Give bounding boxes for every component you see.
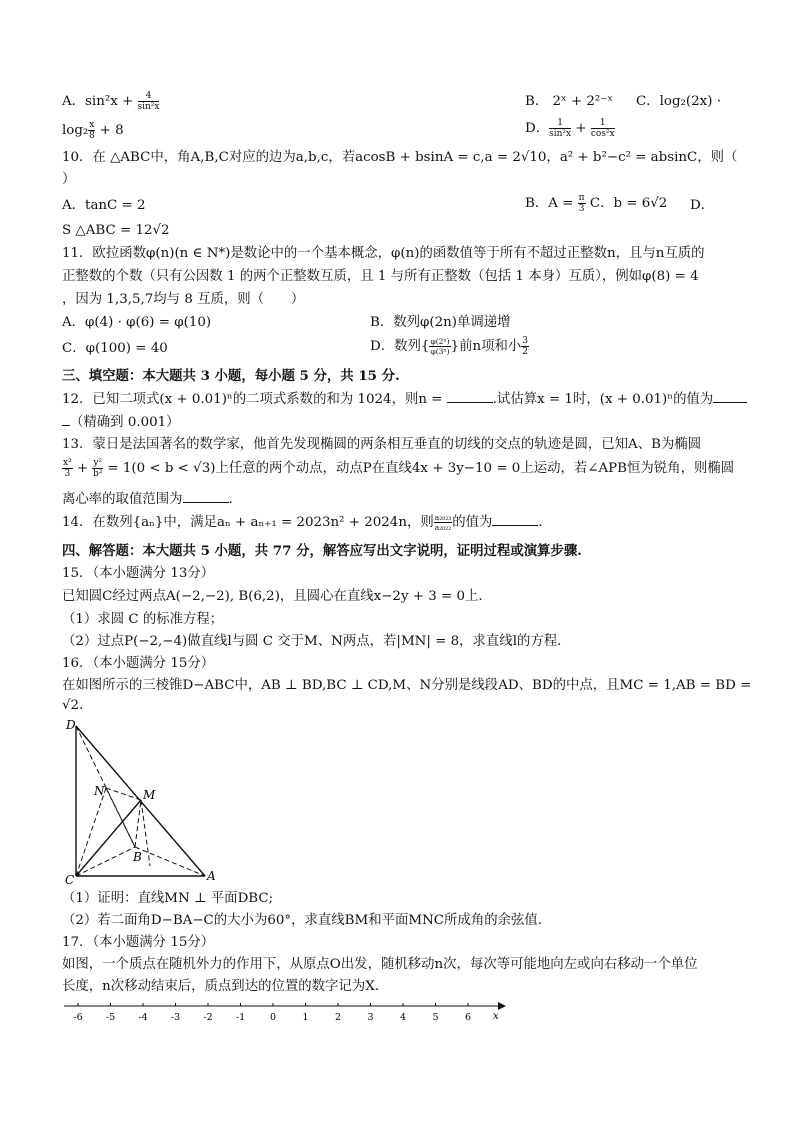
q10-b-text: B．A =: [525, 196, 578, 211]
q12-text-b: .试估算x = 1时，(x + 0.01)ⁿ的值为: [492, 392, 714, 407]
number-line-tick-label: 3: [367, 1012, 374, 1023]
q9-a-fraction: [138, 91, 160, 112]
q9-d-text: D．: [525, 121, 550, 136]
q17-line2: 长度，n次移动结束后，质点到达的位置的数字记为X.: [62, 979, 380, 994]
q16-head: 16．（本小题满分 15分）: [62, 656, 215, 671]
frac-den: b²: [93, 469, 103, 479]
q15-part2: （2）过点P(−2,−4)做直线l与圆 C 交于M、N两点，若|MN| = 8，求直线l的方程.: [62, 634, 562, 649]
frac-num: φ(2ⁿ): [430, 337, 450, 346]
q15-part1: （1）求圆 C 的标准方程；: [62, 612, 224, 627]
number-line-tick-label: 4: [399, 1012, 407, 1023]
frac-den: sin²x: [549, 129, 572, 139]
number-line-tick-label: -4: [138, 1012, 148, 1023]
q9-option-d: [525, 118, 615, 139]
number-line-tick-label: -3: [170, 1012, 181, 1023]
q9-option-a: [62, 91, 159, 112]
label-m: M: [143, 788, 156, 802]
q13-fraction-y: [92, 458, 103, 479]
q10-option-c: C．b = 6√2: [585, 196, 668, 211]
q13-line3: 离心率的取值范围为 .: [62, 492, 233, 507]
axis-label-x: x: [493, 1011, 499, 1022]
q17-line1: 如图，一个质点在随机外力的作用下，从原点O出发，随机移动n次，每次等可能地向左或向右移动一个单位: [62, 957, 698, 972]
q15-line1: 已知圆C经过两点A(−2,−2), B(6,2)，且圆心在直线x−2y + 3 = 0上.: [62, 589, 483, 604]
frac-den: φ(3ⁿ): [430, 347, 450, 356]
q11-d-fraction: [429, 337, 450, 356]
number-line-tick-label: 0: [269, 1012, 277, 1023]
section-3-title: 三、填空题：本大题共 3 小题，每小题 5 分，共 15 分.: [62, 368, 400, 384]
q11-option-d: [370, 336, 529, 357]
frac-den: cos²x: [590, 129, 615, 139]
frac-den: a₂₀₂₂: [434, 523, 452, 532]
frac-num: 4: [138, 91, 160, 102]
frac-den: 2: [522, 347, 529, 357]
q11-d-fraction2: [521, 336, 529, 357]
q11-line3: ，因为 1,3,5,7均与 8 互质，则（ ）: [62, 292, 305, 307]
q14-text-a: 14．在数列{aₙ}中，满足aₙ + aₙ₊₁ = 2023n² + 2024n，则: [62, 515, 434, 530]
edge-db: [76, 726, 135, 847]
q12-text-a: 12．已知二项式(x + 0.01)ⁿ的二项式系数的和为 1024，则n =: [62, 392, 447, 407]
q13-fraction-x: [62, 458, 73, 479]
q10-stem-cont: ）: [62, 172, 76, 187]
q12-line1: [62, 390, 747, 409]
label-b: B: [133, 850, 142, 864]
frac-den: 3: [578, 204, 585, 214]
label-d: D: [66, 718, 76, 732]
q10-option-b: [525, 193, 667, 214]
frac-num: 3: [522, 336, 529, 346]
q12-line2: [62, 413, 180, 432]
q13-blank[interactable]: [183, 490, 229, 503]
q9-option-b: [525, 93, 613, 111]
frac-num: y²: [93, 458, 103, 468]
q9-d-fraction1: [549, 118, 571, 139]
number-line-tick-label: 5: [432, 1012, 439, 1023]
q9-option-c: [636, 93, 721, 111]
frac-num: 1: [591, 118, 615, 129]
edge-cm: [76, 800, 141, 876]
number-line-tick-label: -6: [73, 1012, 83, 1023]
label-n: N: [94, 784, 105, 798]
frac-den: sin²x: [137, 102, 160, 112]
frac-num: a₂₀₂₃: [434, 513, 452, 522]
frac-num: 1: [549, 118, 571, 129]
frac-num: x²: [63, 458, 72, 468]
number-line-figure: [62, 998, 512, 1028]
q11-option-c: C．φ(100) = 40: [62, 341, 168, 356]
q13-line2: [62, 458, 734, 479]
q14-blank[interactable]: [492, 513, 538, 526]
q9-d-fraction2: [591, 118, 615, 139]
tetrahedron-figure: [62, 716, 222, 886]
number-line-arrow: [498, 1002, 506, 1010]
q9-a-text: A．sin²x +: [62, 94, 138, 109]
number-line-tick-label: 2: [334, 1012, 342, 1023]
q13-tail: = 1(0 < b < √3)上任意的两个动点，动点P在直线4x + 3y−10 = 0上运动，若∠APB恒为锐角，则椭圆: [103, 461, 735, 476]
edge-bm: [135, 800, 141, 847]
label-a: A: [207, 869, 216, 883]
q11-line1: 11．欧拉函数φ(n)(n ∈ N*)是数论中的一个基本概念，φ(n)的函数值等于所有不超过正整数n，且与n互质的: [62, 246, 705, 261]
q13-line1: 13．蒙日是法国著名的数学家，他首先发现椭圆的两条相互垂直的切线的交点的轨迹是圆，已知A、B为椭圆: [62, 437, 702, 452]
section-4-title: 四、解答题：本大题共 5 小题，共 77 分，解答应写出文字说明，证明过程或演算步骤.: [62, 543, 582, 559]
frac-den: 8: [88, 131, 95, 141]
q10-b-fraction: [578, 193, 586, 214]
frac-num: π: [578, 193, 585, 203]
q9-d-plus: +: [571, 121, 591, 136]
q15-head: 15．（本小题满分 13分）: [62, 566, 215, 581]
q11-option-a: A．φ(4) · φ(6) = φ(10): [62, 315, 212, 330]
q16-part1: （1）证明：直线MN ⊥ 平面DBC;: [62, 891, 274, 906]
q13-plus: +: [72, 461, 93, 476]
q16-part2: （2）若二面角D−BA−C的大小为60°，求直线BM和平面MNC所成角的余弦值.: [62, 913, 543, 928]
q13-text: 离心率的取值范围为: [62, 492, 183, 507]
q11-d-text: D．数列{: [370, 339, 430, 354]
number-line-tick-label: -5: [105, 1012, 116, 1023]
q9-c2-tail: + 8: [95, 123, 124, 138]
q11-line2: 正整数的个数（只有公因数 1 的两个正整数互质，且 1 与所有正整数（包括 1 本身）互质），例如φ(8) = 4: [62, 269, 699, 284]
frac-den: 3: [64, 469, 71, 479]
q12-blank-2-cont: [62, 413, 70, 426]
number-line-tick-label: 1: [302, 1012, 309, 1023]
q9-b-text: B． 2ˣ + 2²⁻ˣ: [525, 94, 614, 109]
number-line-tick-label: 6: [464, 1012, 472, 1023]
q10-option-d: D．: [690, 198, 715, 213]
q11-d-tail: }前n项和小: [450, 339, 522, 354]
q10-option-d-cont: S △ABC = 12√2: [62, 223, 170, 238]
number-line-tick-label: -1: [235, 1012, 246, 1023]
q9-c-text: C．log₂(2x) ·: [636, 94, 721, 109]
label-c: C: [65, 873, 75, 886]
q14-fraction: [434, 513, 453, 532]
q10-stem: 10．在 △ABC中，角A,B,C对应的边为a,b,c，若acosB + bsinA = c,a = 2√10，a² + b²−c² = absinC，则（: [62, 150, 738, 165]
q12-blank-1[interactable]: [447, 390, 493, 403]
q17-head: 17．（本小题满分 15分）: [62, 935, 215, 950]
q16-line2: √2.: [62, 698, 84, 713]
q9-option-c-cont: [62, 120, 124, 141]
edge-nc: [76, 788, 106, 876]
edge-ba: [135, 847, 205, 876]
q14-line: 14．在数列{aₙ}中，满足aₙ + aₙ₊₁ = 2023n² + 2024n，则 $\frac{\text{a₂₀₂₃}}{\text{a₂₀₂₂}}$ 的值为 .: [62, 513, 543, 532]
q12-blank-2[interactable]: [713, 390, 747, 403]
q9-c2-text: log₂: [62, 123, 89, 138]
q16-line1: 在如图所示的三棱锥D−ABC中，AB ⊥ BD,BC ⊥ CD,M、N分别是线段AD、BD的中点，且MC = 1,AB = BD =: [62, 678, 752, 693]
number-line-tick-label: -2: [203, 1012, 213, 1023]
frac-num: x: [89, 120, 95, 130]
q12-precision: （精确到 0.001）: [70, 415, 180, 430]
q10-option-a: A．tanC = 2: [62, 198, 146, 213]
q14-text-b: 的值为: [452, 515, 493, 530]
q11-option-b: B．数列φ(2n)单调递增: [370, 315, 511, 330]
